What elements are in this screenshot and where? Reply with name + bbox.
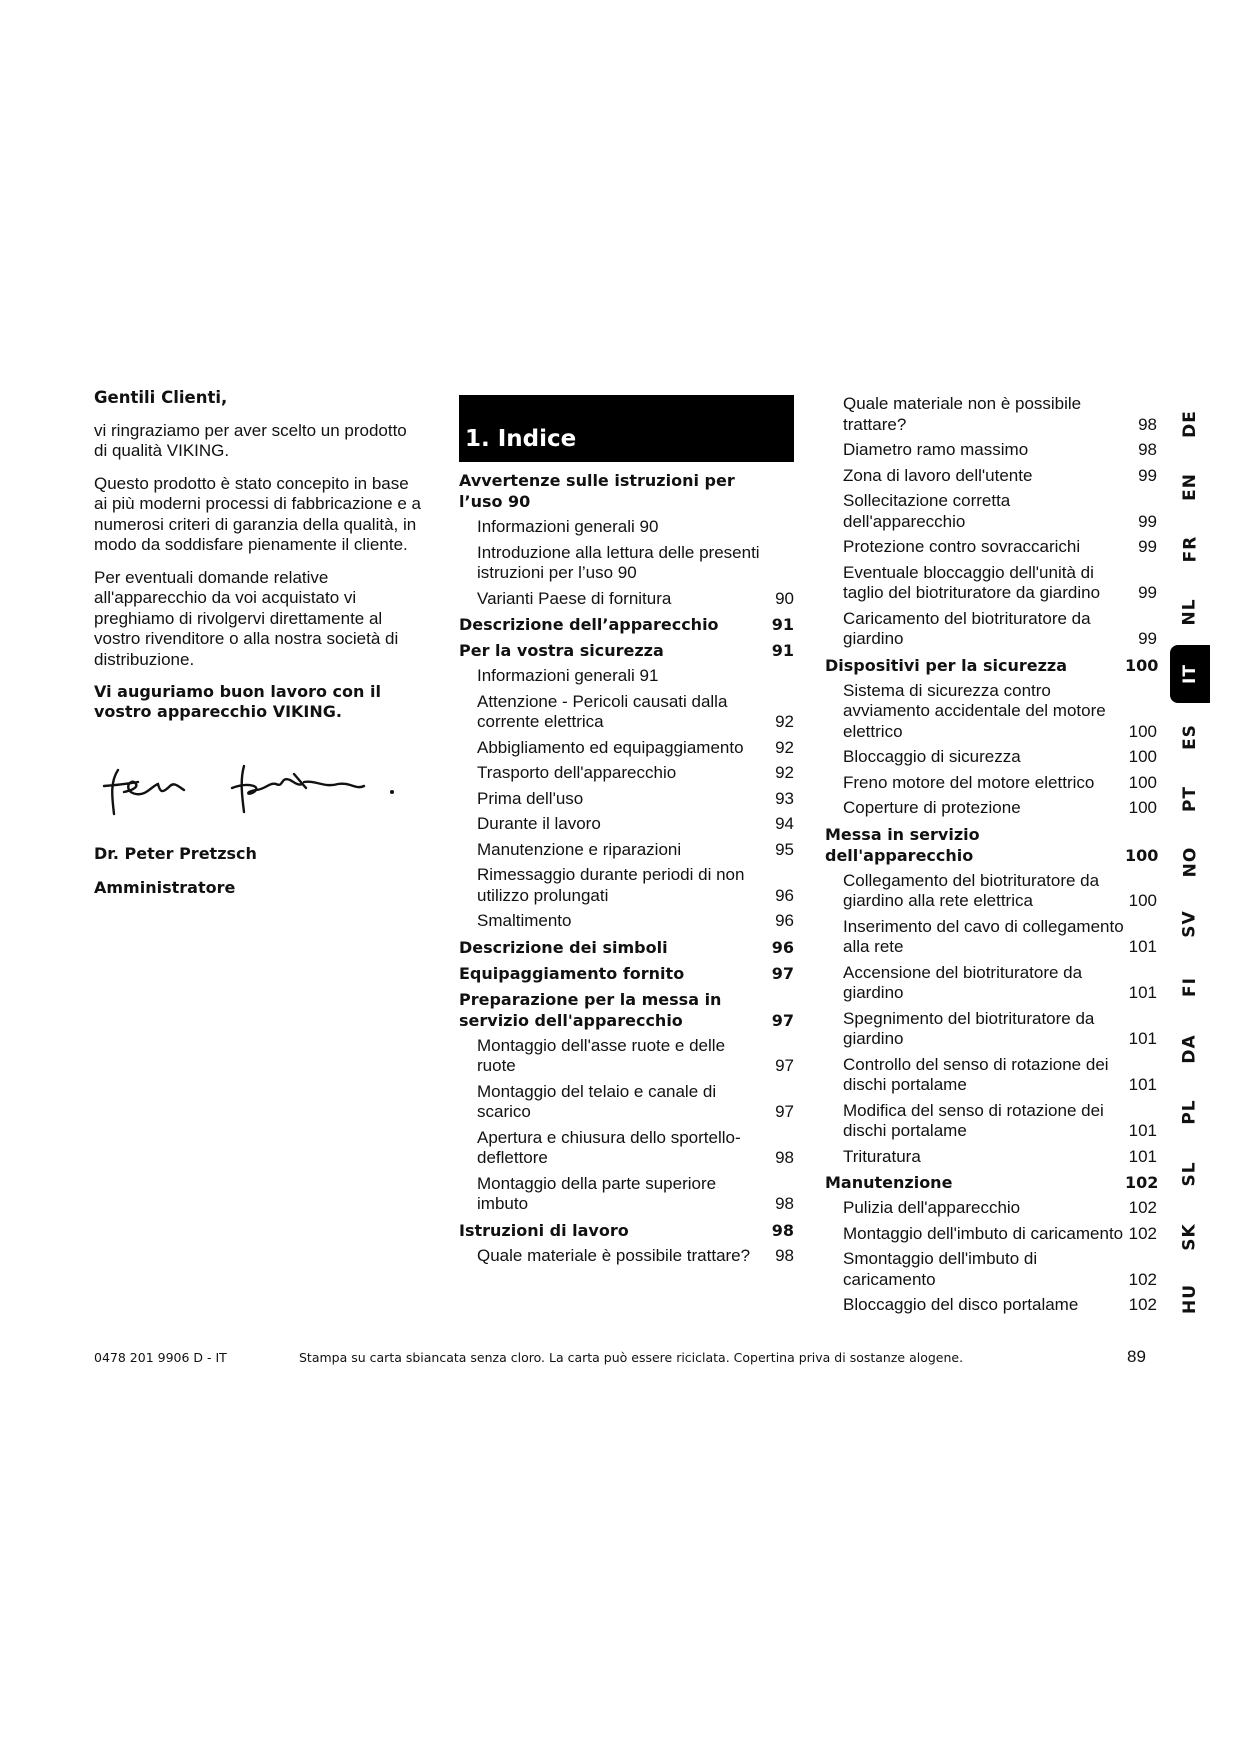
toc-subsection-entry [459, 738, 794, 759]
toc-subsection-entry [825, 1147, 1157, 1168]
language-tab-label: NL [1180, 597, 1200, 626]
toc-entry-title: Informazioni generali 91 [477, 666, 659, 685]
toc-subsection-entry [825, 1009, 1157, 1050]
footer-note: Stampa su carta sbiancata senza cloro. La carta può essere riciclata. Copertina priva di sostanze alogene. [299, 1350, 964, 1365]
toc-entry-title: Coperture di protezione [843, 798, 1021, 817]
language-tab-label: FI [1179, 976, 1200, 997]
toc-entry-title: Messa in servizio dell'apparecchio [825, 824, 980, 865]
toc-entry-page: 98 [1138, 440, 1157, 459]
language-tab-es[interactable] [1170, 708, 1210, 766]
document-code: 0478 201 9906 D - IT [94, 1350, 227, 1365]
language-tab-sv[interactable] [1170, 895, 1210, 953]
language-tab-label: ES [1179, 723, 1200, 750]
toc-entry-page: 91 [771, 615, 794, 634]
toc-subsection-entry [825, 466, 1157, 487]
language-tab-sk[interactable] [1170, 1208, 1210, 1266]
toc-subsection-entry [825, 394, 1157, 435]
toc-entry-page: 101 [1128, 1075, 1157, 1094]
toc-entry-title: Montaggio del telaio e canale di scarico [477, 1081, 717, 1121]
toc-entry-page: 98 [775, 1194, 794, 1213]
toc-subsection-entry [825, 563, 1157, 604]
toc-entry-title: Eventuale bloccaggio dell'unità di taglio del biotrituratore da giardino [843, 562, 1101, 602]
toc-subsection-entry [459, 763, 794, 784]
language-tabs [1170, 395, 1210, 1335]
letter-paragraph: Questo prodotto è stato concepito in base ai più moderni processi di fabbricazione e a numerosi criteri di garanzia della qualità, in modo da soddisfare pienamente il cliente. [94, 473, 421, 554]
toc-entry-title: Sistema di sicurezza contro avviamento accidentale del motore elettrico [843, 680, 1106, 741]
toc-entry-title: Montaggio della parte superiore imbuto [477, 1173, 717, 1213]
toc-entry-page: 100 [1128, 798, 1157, 817]
toc-subsection-entry [825, 609, 1157, 650]
toc-entry-page: 92 [775, 712, 794, 731]
toc-subsection-entry [459, 789, 794, 810]
language-tab-label: SL [1179, 1161, 1200, 1187]
toc-entry-title: Controllo del senso di rotazione dei dischi portalame [843, 1054, 1109, 1094]
toc-entry-title: Durante il lavoro [477, 814, 601, 833]
welcome-letter [94, 388, 424, 913]
toc-entry-title: Bloccaggio di sicurezza [843, 747, 1021, 766]
toc-subsection-entry [459, 543, 794, 584]
toc-entry-title: Collegamento del biotrituratore da giardino alla rete elettrica [843, 870, 1100, 910]
letter-paragraph: Per eventuali domande relative all'apparecchio da voi acquistato vi preghiamo di rivolgervi direttamente al vostro rivenditore o alla nostra società di distribuzione. [94, 567, 399, 669]
toc-subsection-entry [459, 814, 794, 835]
toc-section-entry [459, 963, 794, 984]
language-tab-label: PL [1179, 1098, 1200, 1125]
toc-entry-title: Modifica del senso di rotazione dei dischi portalame [843, 1100, 1104, 1140]
toc-entry-title: Smontaggio dell'imbuto di caricamento [843, 1249, 1038, 1289]
toc-subsection-entry [825, 681, 1157, 743]
toc-entry-page: 96 [771, 937, 794, 957]
language-tab-de[interactable] [1170, 395, 1210, 453]
toc-entry-page: 102 [1128, 1198, 1157, 1217]
toc-subsection-entry [825, 1249, 1157, 1290]
toc-section-entry [459, 1220, 794, 1241]
toc-subsection-entry [459, 1036, 794, 1077]
toc-entry-page: 97 [771, 1010, 794, 1030]
toc-list-1 [459, 470, 794, 1266]
index-title: 1. Indice [465, 426, 577, 452]
toc-entry-page: 100 [1128, 747, 1157, 766]
language-tab-label: HU [1179, 1283, 1200, 1315]
toc-subsection-entry [459, 840, 794, 861]
toc-entry-title: Rimessaggio durante periodi di non utilizzo prolungati [477, 865, 745, 905]
toc-entry-title: Prima dell'uso [477, 788, 584, 808]
toc-subsection-entry [459, 1246, 794, 1267]
toc-entry-title: Quale materiale non è possibile trattare? [843, 394, 1082, 434]
toc-subsection-entry [825, 871, 1157, 912]
toc-subsection-entry [459, 692, 794, 733]
toc-subsection-entry [459, 666, 794, 687]
toc-entry-title: Diametro ramo massimo [843, 440, 1029, 459]
toc-entry-page: 98 [771, 1220, 794, 1240]
toc-entry-page: 100 [1128, 891, 1157, 910]
toc-entry-page: 102 [1125, 1173, 1159, 1192]
toc-entry-page: 98 [1138, 414, 1157, 434]
toc-entry-title: Trituratura [843, 1146, 921, 1166]
language-tab-label: DA [1180, 1034, 1200, 1064]
toc-entry-page: 99 [1138, 511, 1157, 531]
toc-subsection-entry [825, 747, 1157, 768]
toc-entry-title: Apertura e chiusura dello sportello-deflettore [477, 1127, 741, 1167]
toc-entry-title: Avvertenze sulle istruzioni per l’uso 90 [459, 471, 735, 511]
toc-entry-title: Freno motore del motore elettrico [843, 772, 1095, 792]
toc-entry-title: Pulizia dell'apparecchio [843, 1198, 1021, 1217]
toc-entry-page: 102 [1128, 1269, 1157, 1289]
language-tab-label: FR [1179, 535, 1200, 563]
toc-entry-page: 98 [775, 1148, 794, 1167]
toc-entry-page: 98 [775, 1245, 794, 1265]
toc-entry-title: Equipaggiamento fornito [459, 963, 685, 983]
toc-section-entry [459, 937, 794, 958]
toc-subsection-entry [825, 537, 1157, 558]
toc-entry-title: Spegnimento del biotrituratore da giardino [843, 1008, 1095, 1048]
index-column-2 [825, 394, 1157, 1321]
toc-entry-title: Istruzioni di lavoro [459, 1220, 629, 1240]
toc-subsection-entry [825, 1295, 1157, 1316]
toc-subsection-entry [825, 773, 1157, 794]
language-tab-fr[interactable] [1170, 520, 1210, 578]
language-tab-no[interactable] [1170, 833, 1210, 891]
toc-entry-page: 102 [1128, 1295, 1157, 1314]
toc-entry-page: 92 [775, 737, 794, 757]
language-tab-pl[interactable] [1170, 1083, 1210, 1141]
toc-entry-title: Preparazione per la messa in servizio dell'apparecchio [459, 989, 722, 1030]
language-tab-fi[interactable] [1170, 958, 1210, 1016]
toc-subsection-entry [825, 440, 1157, 461]
toc-section-entry [825, 1172, 1157, 1193]
toc-section-entry [459, 470, 794, 512]
toc-entry-title: Montaggio dell'imbuto di caricamento [843, 1223, 1124, 1243]
toc-entry-title: Accensione del biotrituratore da giardino [843, 962, 1083, 1002]
toc-entry-page: 99 [1138, 537, 1157, 556]
toc-entry-title: Quale materiale è possibile trattare? [477, 1245, 751, 1265]
toc-entry-page: 92 [775, 763, 794, 782]
toc-entry-title: Protezione contro sovraccarichi [843, 537, 1081, 556]
toc-subsection-entry [825, 491, 1157, 532]
toc-section-entry [825, 824, 1157, 866]
language-tab-label: IT [1179, 664, 1200, 684]
language-tab-da[interactable] [1170, 1020, 1210, 1078]
toc-entry-title: Manutenzione e riparazioni [477, 839, 682, 859]
toc-entry-page: 100 [1125, 845, 1159, 865]
toc-entry-page: 96 [775, 911, 794, 930]
toc-section-entry [459, 989, 794, 1031]
toc-entry-page: 100 [1128, 721, 1157, 741]
toc-subsection-entry [459, 517, 794, 538]
toc-entry-title: Varianti Paese di fornitura [477, 588, 672, 608]
toc-entry-title: Abbigliamento ed equipaggiamento [477, 737, 744, 757]
toc-entry-page: 97 [775, 1056, 794, 1075]
toc-entry-title: Caricamento del biotrituratore da giardino [843, 608, 1091, 648]
toc-entry-page: 101 [1128, 1146, 1157, 1166]
toc-section-entry [459, 640, 794, 661]
toc-entry-page: 99 [1138, 465, 1157, 485]
language-tab-label: NO [1180, 846, 1200, 877]
toc-entry-title: Smaltimento [477, 911, 572, 930]
language-tab-pt[interactable] [1170, 770, 1210, 828]
toc-entry-title: Trasporto dell'apparecchio [477, 763, 677, 782]
language-tab-nl[interactable] [1170, 583, 1210, 641]
toc-entry-page: 99 [1138, 583, 1157, 602]
letter-greeting: Gentili Clienti, [94, 388, 228, 407]
toc-entry-page: 95 [775, 839, 794, 859]
language-tab-label: SK [1179, 1222, 1200, 1251]
language-tab-sl[interactable] [1170, 1145, 1210, 1203]
toc-entry-title: Descrizione dei simboli [459, 937, 668, 957]
toc-entry-title: Per la vostra sicurezza [459, 641, 664, 660]
toc-entry-title: Bloccaggio del disco portalame [843, 1295, 1079, 1314]
toc-entry-title: Montaggio dell'asse ruote e delle ruote [477, 1035, 726, 1075]
toc-entry-title: Sollecitazione corretta dell'apparecchio [843, 491, 1011, 531]
page-number: 89 [1127, 1347, 1146, 1366]
letter-paragraph: vi ringraziamo per aver scelto un prodotto di qualità VIKING. [94, 420, 407, 460]
toc-subsection-entry [459, 865, 794, 906]
toc-entry-title: Attenzione - Pericoli causati dalla corrente elettrica [477, 691, 728, 731]
language-tab-label: EN [1180, 472, 1200, 501]
toc-entry-page: 90 [775, 588, 794, 608]
toc-entry-page: 91 [771, 641, 794, 660]
toc-list-2 [825, 394, 1157, 1316]
language-tab-label: PT [1180, 785, 1200, 813]
toc-entry-title: Inserimento del cavo di collegamento alla rete [843, 916, 1124, 956]
toc-entry-title: Zona di lavoro dell'utente [843, 465, 1033, 485]
toc-entry-title: Manutenzione [825, 1173, 953, 1192]
toc-subsection-entry [825, 963, 1157, 1004]
language-tab-label: DE [1179, 410, 1200, 438]
toc-subsection-entry [825, 1101, 1157, 1142]
toc-subsection-entry [825, 917, 1157, 958]
language-tab-label: SV [1180, 910, 1200, 938]
toc-entry-title: Informazioni generali 90 [477, 517, 659, 536]
toc-entry-title: Descrizione dell’apparecchio [459, 615, 719, 634]
signer-title: Amministratore [94, 878, 236, 897]
toc-entry-page: 97 [775, 1102, 794, 1121]
toc-subsection-entry [459, 1128, 794, 1169]
toc-entry-page: 101 [1128, 937, 1157, 956]
language-tab-en[interactable] [1170, 458, 1210, 516]
toc-entry-page: 101 [1128, 983, 1157, 1002]
toc-subsection-entry [459, 589, 794, 610]
toc-subsection-entry [825, 1224, 1157, 1245]
toc-entry-page: 101 [1128, 1121, 1157, 1140]
toc-subsection-entry [459, 1082, 794, 1123]
handwritten-signature [94, 752, 424, 832]
toc-entry-title: Dispositivi per la sicurezza [825, 655, 1068, 675]
index-column-1 [459, 395, 794, 1271]
toc-subsection-entry [459, 911, 794, 932]
letter-closing: Vi auguriamo buon lavoro con il vostro apparecchio VIKING. [94, 682, 381, 721]
language-tab-hu[interactable] [1170, 1270, 1210, 1328]
toc-entry-page: 99 [1138, 629, 1157, 648]
toc-entry-page: 100 [1125, 655, 1159, 675]
toc-entry-page: 94 [775, 814, 794, 833]
toc-section-entry [825, 655, 1157, 676]
toc-entry-page: 97 [771, 963, 794, 983]
toc-subsection-entry [825, 1198, 1157, 1219]
toc-subsection-entry [825, 798, 1157, 819]
toc-section-entry [459, 614, 794, 635]
index-heading-box [459, 395, 794, 462]
toc-entry-page: 93 [775, 788, 794, 808]
toc-entry-page: 96 [775, 885, 794, 905]
toc-subsection-entry [459, 1174, 794, 1215]
language-tab-it[interactable] [1170, 645, 1210, 703]
toc-entry-page: 100 [1128, 772, 1157, 792]
toc-subsection-entry [825, 1055, 1157, 1096]
toc-entry-title: Introduzione alla lettura delle presenti istruzioni per l’uso 90 [477, 542, 760, 582]
toc-entry-page: 102 [1128, 1223, 1157, 1243]
signer-name: Dr. Peter Pretzsch [94, 843, 257, 863]
toc-entry-page: 101 [1128, 1029, 1157, 1048]
